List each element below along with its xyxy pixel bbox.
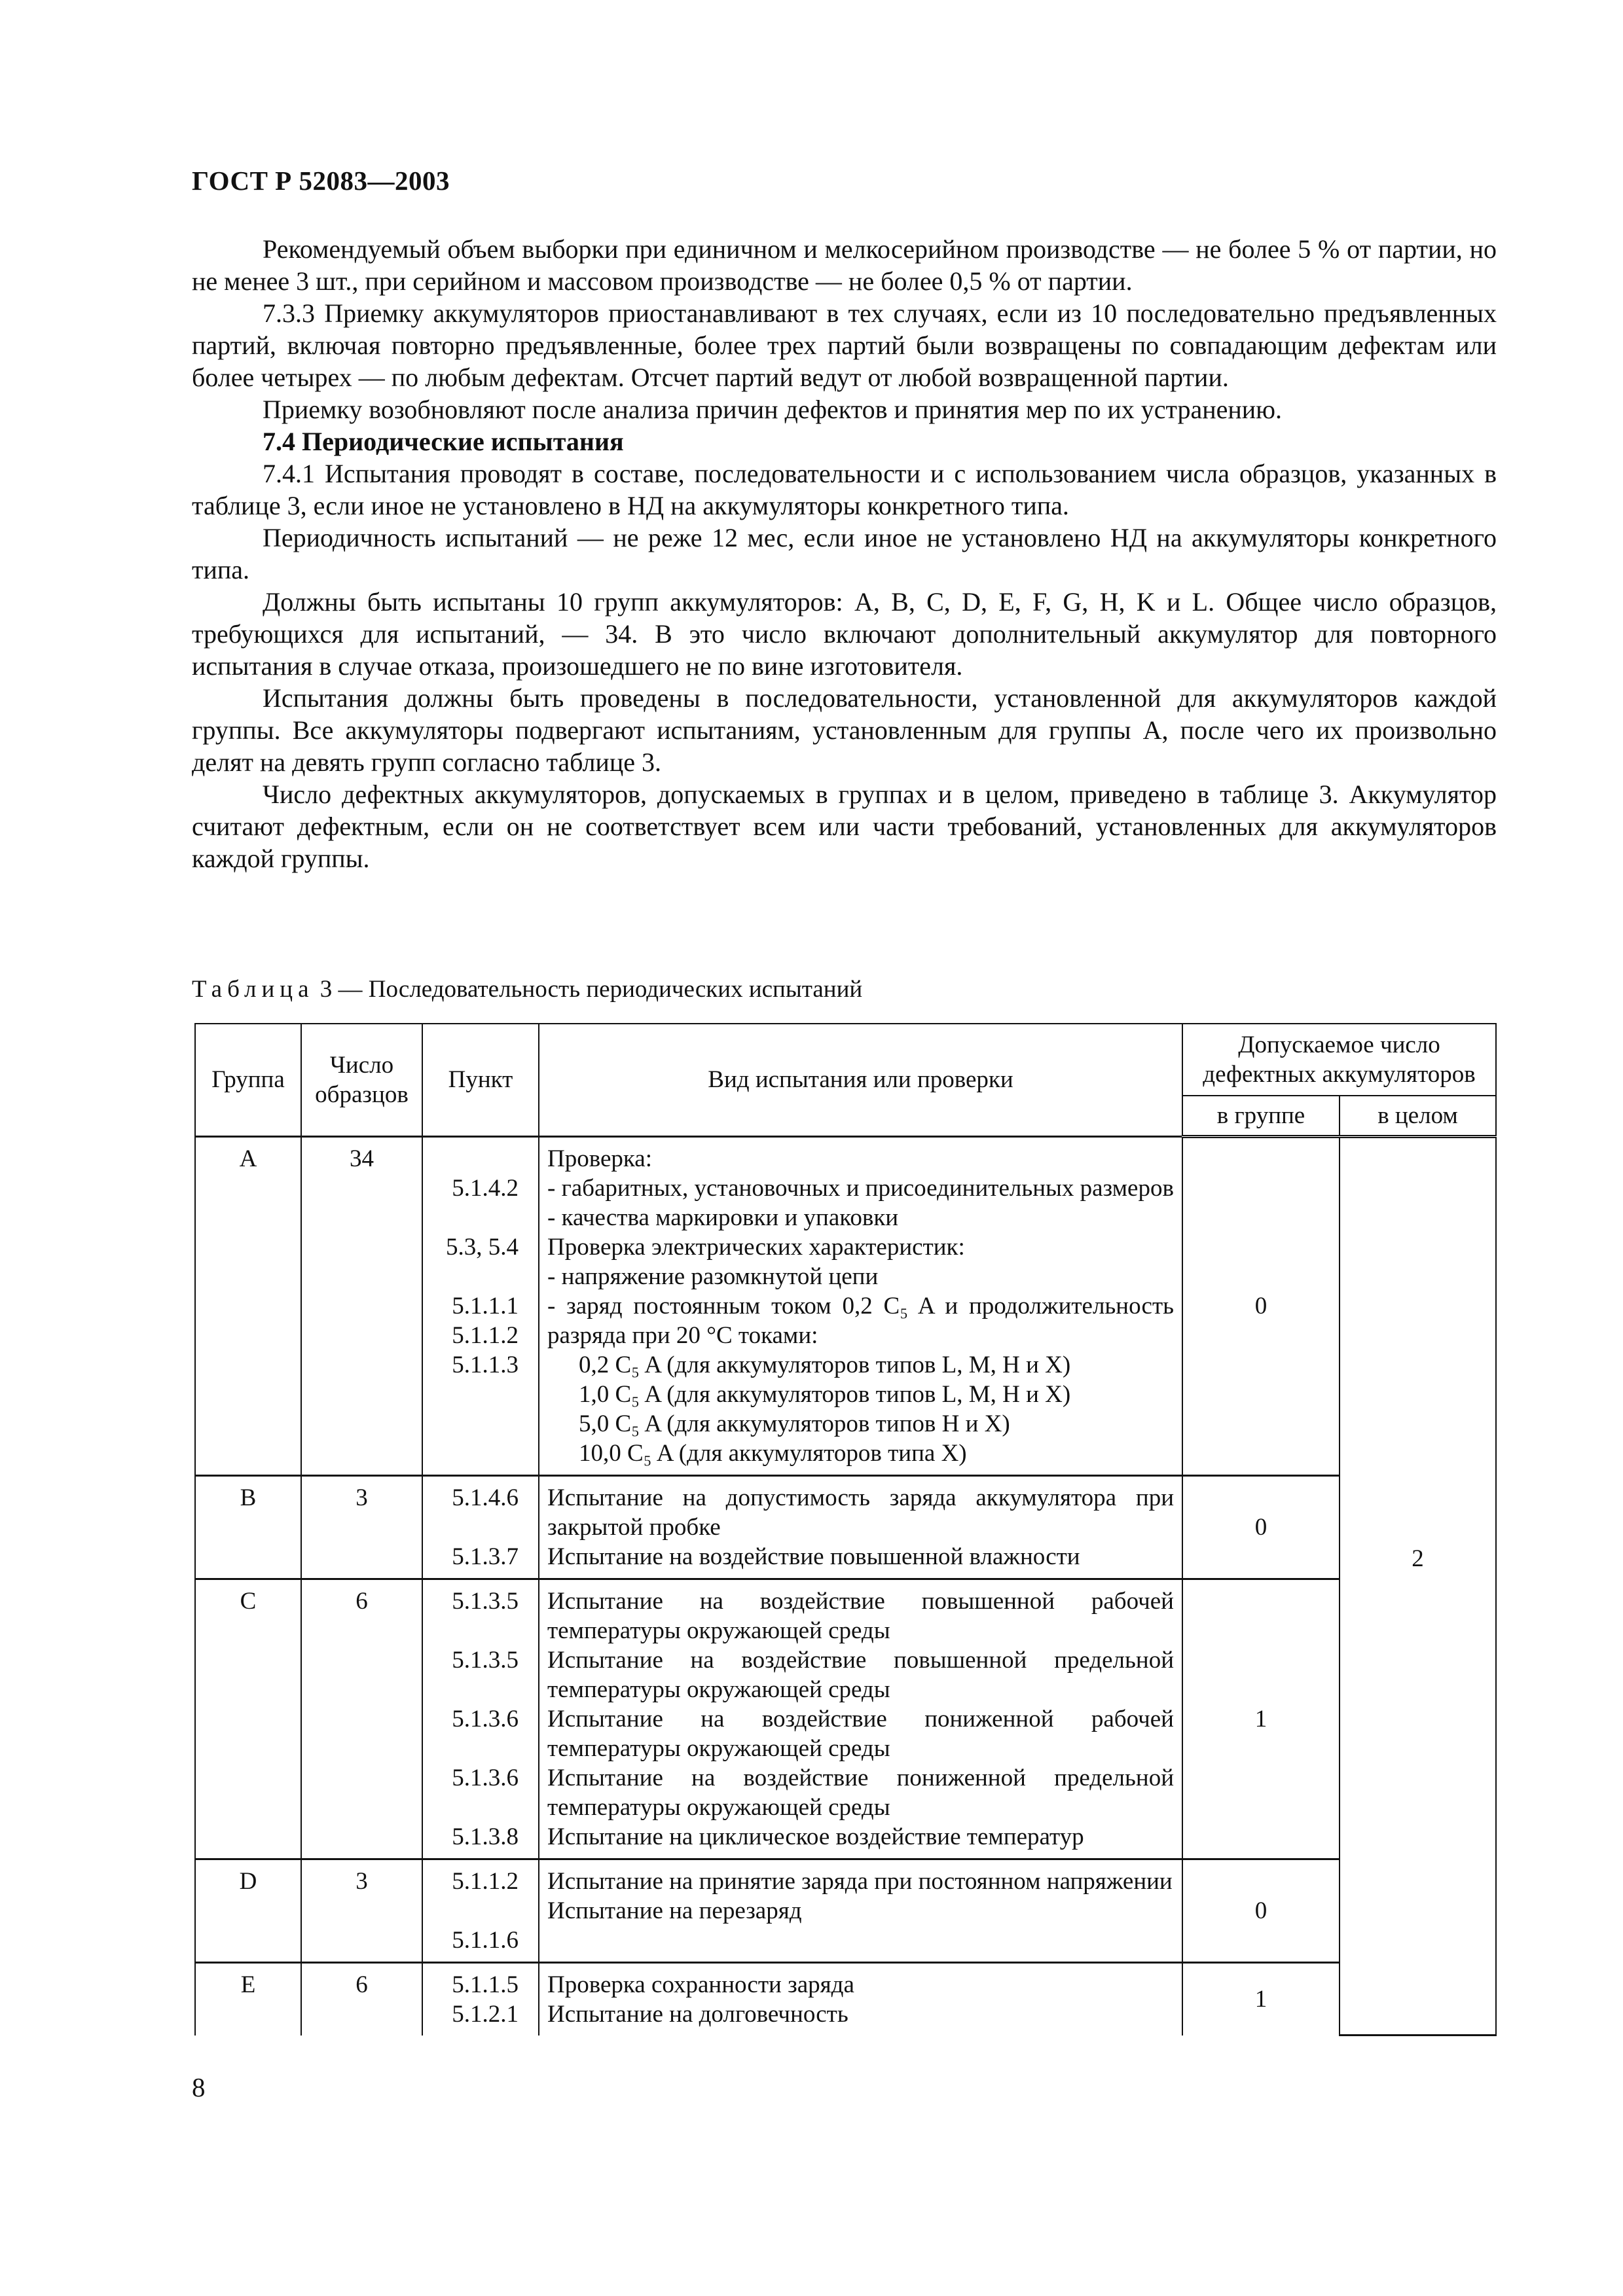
cell-count: 3 [301,1859,422,1962]
clause: 5.1.4.2 [452,1174,519,1202]
desc-line: 0,2 C₅ A (для аккумуляторов типов L, M, H и X) [579,1351,1071,1378]
table-row [195,1475,1496,1579]
cell-description [539,1136,1182,1475]
desc-line: Проверка: [547,1145,653,1172]
desc-line: Испытание на циклическое воздействие температур [547,1823,1084,1850]
desc-line: - заряд постоянным током 0,2 C₅ A и продолжительность разряда при 20 °C токами: [547,1292,1174,1349]
paragraph: Приемку возобновляют после анализа причин дефектов и принятия мер по их устранению. [263,395,1283,424]
cell-group: B [195,1475,301,1579]
cell-group: D [195,1859,301,1962]
header-count: Число образцов [301,1024,422,1136]
table-row [195,1579,1496,1859]
clause: 5.1.1.5 [452,1971,519,1998]
cell-clauses [422,1136,539,1475]
desc-line: Испытание на принятие заряда при постоянном напряжении [547,1867,1173,1895]
paragraph: Периодичность испытаний — не реже 12 мес, если иное не установлено НД на аккумуляторы конкретного типа. [192,523,1497,584]
cell-allowed-in-group: 1 [1182,1579,1340,1859]
header-allowed-defects: Допускаемое число дефектных аккумуляторов [1182,1024,1496,1096]
desc-line: Проверка электрических характеристик: [547,1233,965,1261]
cell-count: 6 [301,1962,422,2036]
cell-allowed-in-group: 0 [1182,1136,1340,1475]
table-row [195,1859,1496,1962]
page-number: 8 [192,2072,206,2102]
table-row [195,1136,1496,1475]
cell-description [539,1475,1182,1579]
header-group: Группа [195,1024,301,1136]
desc-line: - качества маркировки и упаковки [547,1204,899,1231]
clause: 5.1.4.6 [452,1484,519,1511]
table-caption-title: 3 — Последовательность периодических испытаний [314,976,863,1003]
clause: 5.1.3.6 [452,1764,519,1791]
clause: 5.1.1.3 [452,1351,519,1378]
desc-line: Испытание на допустимость заряда аккумулятора при закрытой пробке [547,1484,1174,1541]
header-clause: Пункт [422,1024,539,1136]
clause: 5.1.1.6 [452,1926,519,1954]
cell-clauses [422,1475,539,1579]
clause: 5.1.1.1 [452,1292,519,1319]
table-caption [192,975,862,1003]
header-overall: в целом [1340,1096,1496,1136]
paragraph: 7.4.1 Испытания проводят в составе, последовательности и с использованием числа образцов, указанных в таблице 3, если иное не установлено в НД на аккумуляторы конкретного типа. [192,459,1497,520]
cell-description [539,1859,1182,1962]
paragraph: Рекомендуемый объем выборки при единичном и мелкосерийном производстве — не более 5 % от партии, но не менее 3 шт., при серийном и массовом производстве — не более 0,5 % от партии. [192,234,1497,296]
desc-line: Испытание на воздействие повышенной рабочей температуры окружающей среды [547,1587,1174,1644]
desc-line: - напряжение разомкнутой цепи [547,1263,879,1290]
header-in-group: в группе [1182,1096,1340,1136]
clause: 5.1.3.5 [452,1587,519,1615]
desc-line: Испытание на долговечность [547,2000,848,2028]
desc-line: 5,0 C₅ A (для аккумуляторов типов H и X) [579,1410,1010,1437]
desc-line: Испытание на воздействие пониженной предельной температуры окружающей среды [547,1764,1174,1821]
clause: 5.1.1.2 [452,1321,519,1349]
desc-line: Испытание на воздействие повышенной влажности [547,1543,1080,1570]
desc-line: - габаритных, установочных и присоединительных размеров [547,1174,1174,1202]
cell-clauses [422,1579,539,1859]
clause: 5.3, 5.4 [446,1233,519,1261]
clause: 5.1.2.1 [452,2000,519,2028]
clause: 5.1.3.8 [452,1823,519,1850]
cell-description [539,1962,1182,2036]
desc-line: Проверка сохранности заряда [547,1971,854,1998]
paragraph: Испытания должны быть проведены в последовательности, установленной для аккумуляторов каждой группы. Все аккумуляторы подвергают испытаниям, установленным для группы A, после чего их произвольно делят на девять групп согласно таблице 3. [192,683,1497,777]
paragraph: Должны быть испытаны 10 групп аккумуляторов: A, B, C, D, E, F, G, H, K и L. Общее число образцов, требующихся для испытаний, — 34. В это число включают дополнительный аккумулятор для повторного испытания в случае отказа, произошедшего не по вине изготовителя. [192,587,1497,681]
clause: 5.1.3.6 [452,1705,519,1732]
cell-allowed-overall: 2 [1340,1136,1496,2036]
section-heading: 7.4 Периодические испытания [263,427,624,456]
table-row [195,1962,1496,2036]
cell-clauses [422,1859,539,1962]
table-caption-word: Таблица [192,976,314,1003]
cell-allowed-in-group: 1 [1182,1962,1340,2036]
cell-group: C [195,1579,301,1859]
paragraph: Число дефектных аккумуляторов, допускаемых в группах и в целом, приведено в таблице 3. Аккумулятор считают дефектным, если он не соответствует всем или части требований, установленных для аккумуляторов каждой группы. [192,780,1497,873]
cell-allowed-in-group: 0 [1182,1475,1340,1579]
clause: 5.1.3.5 [452,1646,519,1674]
periodic-tests-table [194,1023,1497,2036]
cell-group: E [195,1962,301,2036]
header-test-type: Вид испытания или проверки [539,1024,1182,1136]
clause: 5.1.3.7 [452,1543,519,1570]
cell-group: A [195,1136,301,1475]
desc-line: 10,0 C₅ A (для аккумуляторов типа X) [579,1439,967,1467]
desc-line: Испытание на воздействие пониженной рабочей температуры окружающей среды [547,1705,1174,1762]
cell-count: 34 [301,1136,422,1475]
desc-line: Испытание на перезаряд [547,1897,802,1924]
cell-count: 3 [301,1475,422,1579]
cell-count: 6 [301,1579,422,1859]
cell-allowed-in-group: 0 [1182,1859,1340,1962]
paragraph: 7.3.3 Приемку аккумуляторов приостанавливают в тех случаях, если из 10 последовательно предъявленных партий, включая повторно предъявленные, более трех партий были возвращены по совпадающим дефектам или более четырех — по любым дефектам. Отсчет партий ведут от любой возвращенной партии. [192,298,1497,392]
desc-line: Испытание на воздействие повышенной предельной температуры окружающей среды [547,1646,1174,1703]
cell-description [539,1579,1182,1859]
clause: 5.1.1.2 [452,1867,519,1895]
desc-line: 1,0 C₅ A (для аккумуляторов типов L, M, H и X) [579,1380,1071,1408]
body-text [192,233,1497,874]
document-header: ГОСТ Р 52083—2003 [192,166,450,196]
cell-clauses [422,1962,539,2036]
